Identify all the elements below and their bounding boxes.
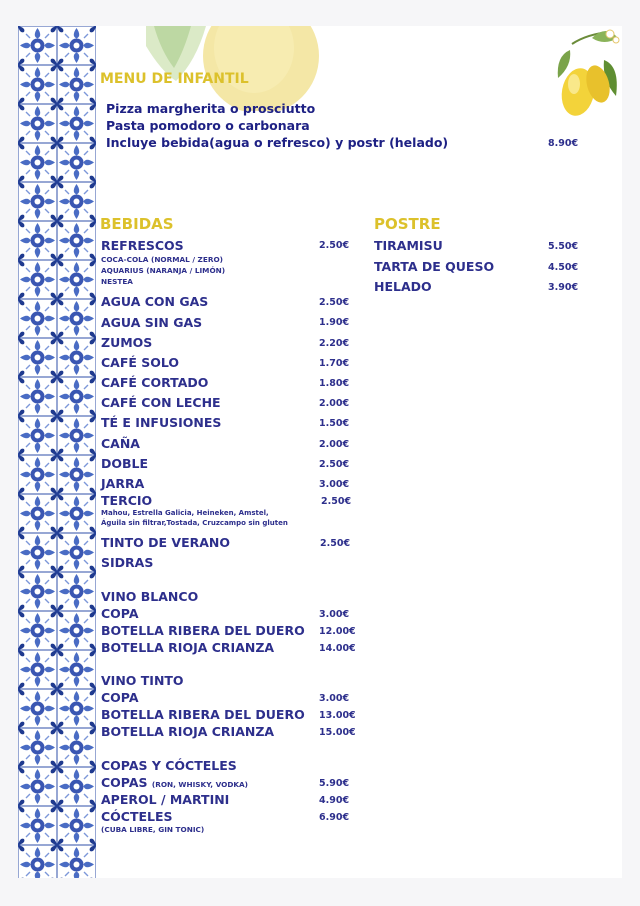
menu-item-name: TÉ E INFUSIONES bbox=[101, 415, 222, 430]
menu-item-name: CAFÉ CON LECHE bbox=[101, 395, 221, 410]
menu-item-name: TIRAMISU bbox=[374, 238, 443, 253]
menu-item-price: 5.50€ bbox=[548, 241, 579, 252]
menu-item-price: 2.00€ bbox=[319, 439, 350, 450]
menu-item-price: 5.90€ bbox=[319, 778, 350, 789]
infantil-line: Incluye bebida(agua o refresco) y postr (helado) bbox=[106, 135, 449, 150]
menu-item-price: 2.50€ bbox=[319, 240, 350, 251]
menu-item-price: 3.90€ bbox=[548, 282, 579, 293]
infantil-line: Pasta pomodoro o carbonara bbox=[106, 118, 310, 133]
menu-item-name: TINTO DE VERANO bbox=[101, 535, 231, 550]
postre-title: POSTRE bbox=[374, 215, 441, 233]
menu-item-price: 4.50€ bbox=[548, 262, 579, 273]
menu-item-name: TARTA DE QUESO bbox=[374, 259, 495, 274]
bebidas-title: BEBIDAS bbox=[100, 215, 174, 233]
menu-item-price: 2.20€ bbox=[319, 338, 350, 349]
copas-name: COPAS bbox=[101, 775, 148, 790]
menu-item-price: 2.00€ bbox=[319, 398, 350, 409]
menu-item-name: BOTELLA RIOJA CRIANZA bbox=[101, 640, 275, 655]
menu-item-name: AGUA SIN GAS bbox=[101, 315, 203, 330]
menu-item-price: 1.90€ bbox=[319, 317, 350, 328]
menu-item-name: JARRA bbox=[101, 476, 145, 491]
menu-item-name: BOTELLA RIBERA DEL DUERO bbox=[101, 623, 305, 638]
menu-item-subtext: AQUARIUS (NARANJA / LIMÓN) bbox=[101, 266, 226, 275]
menu-item-price: 1.70€ bbox=[319, 358, 350, 369]
menu-item-price: 2.50€ bbox=[319, 297, 350, 308]
copas-note: (RON, WHISKY, VODKA) bbox=[151, 780, 249, 789]
menu-item-price: 4.90€ bbox=[319, 795, 350, 806]
menu-item-price: 13.00€ bbox=[319, 710, 356, 721]
menu-item-price: 1.80€ bbox=[319, 378, 350, 389]
menu-item-name: AGUA CON GAS bbox=[101, 294, 209, 309]
menu-item-name: CÓCTELES bbox=[101, 809, 173, 824]
menu-item-name: TERCIO bbox=[101, 493, 153, 508]
menu-item-name: HELADO bbox=[374, 279, 432, 294]
menu-item-subtext: NESTEA bbox=[101, 277, 133, 286]
menu-page bbox=[18, 26, 622, 878]
azulejo-tile-border bbox=[18, 26, 96, 878]
menu-item-price: 2.50€ bbox=[320, 538, 351, 549]
menu-item-name: CAÑA bbox=[101, 436, 140, 451]
menu-item-name: CAFÉ CORTADO bbox=[101, 375, 209, 390]
menu-item-price: 6.90€ bbox=[319, 812, 350, 823]
lemon-illustration-top bbox=[146, 26, 321, 111]
menu-item-price: 15.00€ bbox=[319, 727, 356, 738]
menu-item-name: BOTELLA RIOJA CRIANZA bbox=[101, 724, 275, 739]
menu-item-price: 2.50€ bbox=[321, 496, 352, 507]
menu-item-subtext: Mahou, Estrella Galicia, Heineken, Amstel, bbox=[101, 509, 269, 517]
menu-item-price: 1.50€ bbox=[319, 418, 350, 429]
section-title-vino-blanco: VINO BLANCO bbox=[101, 589, 199, 604]
menu-item-price: 3.00€ bbox=[319, 693, 350, 704]
menu-item-price: 2.50€ bbox=[319, 459, 350, 470]
menu-item-name: APEROL / MARTINI bbox=[101, 792, 230, 807]
menu-item-subtext: Águila sin filtrar,Tostada, Cruzcampo sin gluten bbox=[101, 519, 288, 527]
lemon-branch-icon bbox=[552, 26, 624, 120]
menu-item-name bbox=[101, 775, 248, 790]
menu-item-name: SIDRAS bbox=[101, 555, 154, 570]
section-title-vino-tinto: VINO TINTO bbox=[101, 673, 184, 688]
menu-item-price: 3.00€ bbox=[319, 609, 350, 620]
menu-item-price: 12.00€ bbox=[319, 626, 356, 637]
menu-item-subtext: COCA-COLA (NORMAL / ZERO) bbox=[101, 255, 223, 264]
section-title-copas: COPAS Y CÓCTELES bbox=[101, 758, 237, 773]
infantil-price: 8.90€ bbox=[548, 138, 579, 149]
menu-item-name: ZUMOS bbox=[101, 335, 153, 350]
menu-item-name: DOBLE bbox=[101, 456, 149, 471]
menu-item-name: REFRESCOS bbox=[101, 238, 184, 253]
menu-item-name: COPA bbox=[101, 690, 139, 705]
menu-item-price: 3.00€ bbox=[319, 479, 350, 490]
menu-item-name: BOTELLA RIBERA DEL DUERO bbox=[101, 707, 305, 722]
menu-item-name: COPA bbox=[101, 606, 139, 621]
menu-item-price: 14.00€ bbox=[319, 643, 356, 654]
infantil-title: MENU DE INFANTIL bbox=[100, 71, 249, 87]
menu-item-subtext: (CUBA LIBRE, GIN TONIC) bbox=[101, 825, 205, 834]
menu-item-name: CAFÉ SOLO bbox=[101, 355, 180, 370]
infantil-line: Pizza margherita o prosciutto bbox=[106, 101, 316, 116]
